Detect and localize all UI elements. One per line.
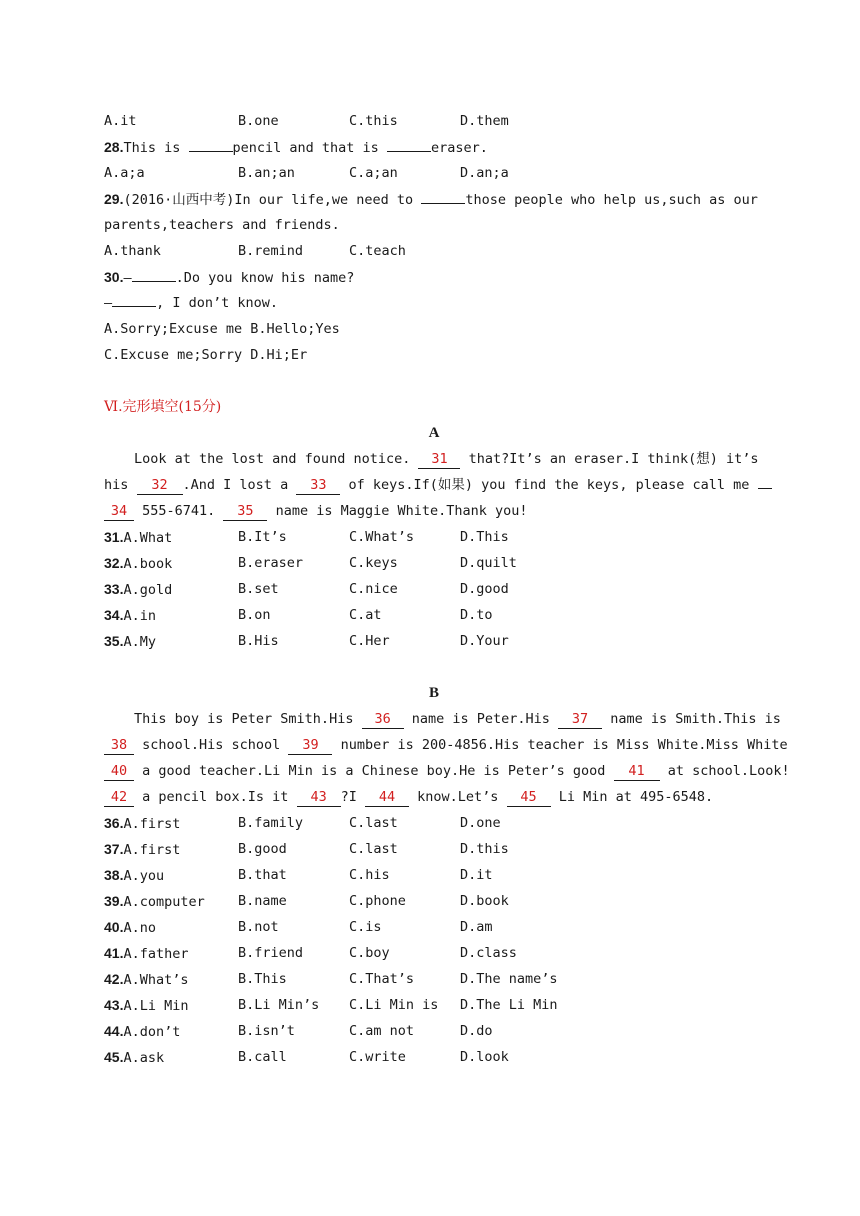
- cloze-blank[interactable]: 41: [614, 762, 660, 781]
- option-b[interactable]: B.name: [238, 893, 287, 909]
- cloze-blank[interactable]: 39: [288, 736, 332, 755]
- option-c: C.teach: [349, 243, 406, 259]
- passage-a-line3: [104, 498, 764, 524]
- passage-text: Look at the lost and found notice.: [134, 451, 411, 467]
- passage-text: a good teacher.Li Min is a Chinese boy.He is Peter’s good: [142, 763, 606, 779]
- q30-options-line1: A.Sorry;Excuse me B.Hello;Yes: [104, 321, 340, 337]
- option-d[interactable]: D.one: [460, 815, 501, 831]
- cloze-blank[interactable]: 34: [104, 502, 134, 521]
- passage-b-questions: [104, 810, 764, 1070]
- q29-options: [104, 238, 764, 264]
- question-30-line2: [104, 290, 764, 316]
- option-b[interactable]: B.Li Min’s: [238, 997, 320, 1013]
- option-c[interactable]: C.What’s: [349, 529, 415, 545]
- passage-a-line2: [104, 472, 764, 498]
- passage-text: at school.Look!: [667, 763, 790, 779]
- answer-blank[interactable]: [387, 137, 431, 152]
- option-b[interactable]: B.set: [238, 581, 279, 597]
- option-d[interactable]: D.The name’s: [460, 971, 558, 987]
- cloze-blank[interactable]: 40: [104, 762, 134, 781]
- option-c[interactable]: C.nice: [349, 581, 398, 597]
- question-number: 30.: [104, 269, 124, 285]
- passage-text: 555-6741.: [142, 503, 216, 519]
- question-29-line2: parents,teachers and friends.: [104, 217, 340, 233]
- dialogue-dash: —: [123, 270, 132, 286]
- answer-blank[interactable]: [189, 137, 233, 152]
- question-28: [104, 134, 764, 160]
- question-number: 37.: [104, 841, 124, 857]
- option-b[interactable]: B.call: [238, 1049, 287, 1065]
- question-number: 42.: [104, 971, 124, 987]
- option-c[interactable]: C.Li Min is: [349, 997, 439, 1013]
- option-b[interactable]: B.family: [238, 815, 304, 831]
- passage-text: name is Smith.This is: [610, 711, 781, 727]
- worksheet-page: [104, 108, 790, 1070]
- passage-a-line1: [104, 446, 764, 472]
- option-c[interactable]: C.is: [349, 919, 382, 935]
- option-b: B.remind: [238, 243, 304, 259]
- option-b: B.one: [238, 113, 279, 129]
- answer-blank[interactable]: [421, 189, 465, 204]
- answer-blank[interactable]: [132, 267, 176, 282]
- passage-text: Li Min at 495-6548.: [558, 789, 714, 805]
- cloze-blank[interactable]: 44: [365, 788, 409, 807]
- question-row: [104, 888, 764, 914]
- option-d[interactable]: D.Your: [460, 633, 509, 649]
- cloze-blank[interactable]: 33: [296, 476, 340, 495]
- option-b[interactable]: B.This: [238, 971, 287, 987]
- question-number-cell: [104, 602, 238, 628]
- question-text: .Do you know his name?: [175, 270, 355, 286]
- option-b: B.an;an: [238, 165, 295, 181]
- option-d[interactable]: D.quilt: [460, 555, 517, 571]
- question-number: 45.: [104, 1049, 124, 1065]
- passage-b-heading: B: [428, 685, 439, 701]
- section-title: [104, 394, 764, 420]
- passage-text: know.Let’s: [417, 789, 499, 805]
- question-row: [104, 524, 764, 550]
- option-a[interactable]: A.My: [123, 634, 156, 650]
- cloze-blank[interactable]: 42: [104, 788, 134, 807]
- option-a[interactable]: A.computer: [123, 894, 205, 910]
- option-c[interactable]: C.phone: [349, 893, 406, 909]
- option-a[interactable]: A.don’t: [123, 1024, 181, 1040]
- question-number: 44.: [104, 1023, 124, 1039]
- passage-text: name is Maggie White.Thank you!: [275, 503, 528, 519]
- option-d: D.them: [460, 113, 509, 129]
- q27-options: [104, 108, 764, 134]
- option-b[interactable]: B.His: [238, 633, 279, 649]
- option-a[interactable]: A.no: [123, 920, 156, 936]
- option-b[interactable]: B.that: [238, 867, 287, 883]
- option-b[interactable]: B.friend: [238, 945, 304, 961]
- answer-blank[interactable]: [112, 292, 156, 307]
- option-a[interactable]: A.ask: [123, 1050, 165, 1066]
- passage-text: that?It’s an eraser.I think(想) it’s: [468, 451, 759, 467]
- option-a[interactable]: A.gold: [123, 582, 173, 598]
- question-text: eraser.: [430, 140, 488, 156]
- q30-options-line2: C.Excuse me;Sorry D.Hi;Er: [104, 347, 308, 363]
- option-d[interactable]: D.class: [460, 945, 517, 961]
- question-text: those people who help us,such as our: [465, 192, 758, 208]
- question-number: 43.: [104, 997, 124, 1013]
- passage-text: .And I lost a: [182, 477, 289, 493]
- passage-text: school.His school: [142, 737, 281, 753]
- question-number-cell: [104, 628, 238, 654]
- cloze-blank[interactable]: 37: [558, 710, 602, 729]
- option-b[interactable]: B.It’s: [238, 529, 287, 545]
- option-b[interactable]: B.isn’t: [238, 1023, 295, 1039]
- option-a[interactable]: A.What’s: [123, 972, 189, 988]
- option-c[interactable]: C.boy: [349, 945, 390, 961]
- option-b[interactable]: B.good: [238, 841, 287, 857]
- passage-text: name is Peter.His: [411, 711, 550, 727]
- question-number-cell: [104, 1018, 238, 1044]
- option-d[interactable]: D.this: [460, 841, 509, 857]
- option-b[interactable]: B.eraser: [238, 555, 304, 571]
- question-row: [104, 836, 764, 862]
- option-a: A.it: [104, 113, 137, 129]
- question-number-cell: [104, 550, 238, 576]
- option-d[interactable]: D.good: [460, 581, 509, 597]
- question-text: , I don’t know.: [156, 295, 279, 311]
- option-a[interactable]: A.in: [123, 608, 156, 624]
- passage-text: ?I: [340, 789, 357, 805]
- option-c[interactable]: C.Her: [349, 633, 390, 649]
- option-c[interactable]: C.write: [349, 1049, 406, 1065]
- cloze-blank[interactable]: 35: [223, 502, 267, 521]
- cloze-blank[interactable]: 45: [507, 788, 551, 807]
- option-a: A.a;a: [104, 165, 145, 181]
- option-d[interactable]: D.to: [460, 607, 493, 623]
- passage-text: his: [104, 477, 129, 493]
- option-c[interactable]: C.am not: [349, 1023, 415, 1039]
- question-text: (2016·山西中考)In our life,we need to: [123, 192, 422, 208]
- question-number-cell: [104, 576, 238, 602]
- question-number-cell: [104, 914, 238, 940]
- option-d[interactable]: D.look: [460, 1049, 509, 1065]
- question-row: [104, 628, 764, 654]
- question-number-cell: [104, 1044, 238, 1070]
- question-number: 31.: [104, 529, 124, 545]
- question-number-cell: [104, 992, 238, 1018]
- section-heading: Ⅵ.完形填空(15分): [104, 399, 222, 415]
- question-row: [104, 810, 764, 836]
- option-a[interactable]: A.you: [123, 868, 165, 884]
- option-d[interactable]: D.book: [460, 893, 509, 909]
- passage-b-line1: [104, 706, 781, 732]
- question-number: 32.: [104, 555, 124, 571]
- question-30: [104, 264, 764, 290]
- option-d: D.an;a: [460, 165, 509, 181]
- option-c[interactable]: C.his: [349, 867, 390, 883]
- option-d[interactable]: D.am: [460, 919, 493, 935]
- option-c[interactable]: C.at: [349, 607, 382, 623]
- question-number-cell: [104, 862, 238, 888]
- cloze-blank[interactable]: 31: [418, 450, 460, 469]
- passage-b-line3: [104, 758, 790, 784]
- dialogue-dash: —: [104, 295, 113, 311]
- cloze-blank[interactable]: 36: [362, 710, 404, 729]
- passage-text: a pencil box.Is it: [142, 789, 289, 805]
- option-a[interactable]: A.Li Min: [123, 998, 189, 1014]
- option-d[interactable]: D.do: [460, 1023, 493, 1039]
- option-a: A.thank: [104, 243, 161, 259]
- option-a[interactable]: A.first: [123, 816, 181, 832]
- question-row: [104, 1044, 764, 1070]
- question-29: [104, 186, 764, 212]
- question-number-cell: [104, 810, 238, 836]
- option-c[interactable]: C.last: [349, 815, 398, 831]
- question-number-cell: [104, 836, 238, 862]
- question-number-cell: [104, 966, 238, 992]
- option-d[interactable]: D.it: [460, 867, 493, 883]
- option-a[interactable]: A.book: [123, 556, 173, 572]
- question-row: [104, 940, 764, 966]
- passage-text: This boy is Peter Smith.His: [134, 711, 354, 727]
- question-number: 41.: [104, 945, 124, 961]
- cloze-blank[interactable]: 43: [297, 788, 341, 807]
- cloze-blank[interactable]: 38: [104, 736, 134, 755]
- question-number: 34.: [104, 607, 124, 623]
- option-c[interactable]: C.last: [349, 841, 398, 857]
- q28-options: [104, 160, 764, 186]
- option-c: C.this: [349, 113, 398, 129]
- question-row: [104, 862, 764, 888]
- question-number-cell: [104, 524, 238, 550]
- option-c[interactable]: C.keys: [349, 555, 398, 571]
- passage-a-heading: A: [428, 425, 440, 441]
- option-c[interactable]: C.That’s: [349, 971, 415, 987]
- option-d[interactable]: D.This: [460, 529, 509, 545]
- question-number: 40.: [104, 919, 124, 935]
- question-row: [104, 1018, 764, 1044]
- passage-text: number is 200-4856.His teacher is Miss White.Miss White: [340, 737, 788, 753]
- cloze-blank[interactable]: 32: [137, 476, 183, 495]
- option-a[interactable]: A.first: [123, 842, 181, 858]
- option-a[interactable]: A.What: [123, 530, 173, 546]
- passage-text: of keys.If(如果) you find the keys, please call me: [348, 477, 750, 493]
- option-b[interactable]: B.not: [238, 919, 279, 935]
- question-text: pencil and that is: [232, 140, 387, 156]
- question-row: [104, 914, 764, 940]
- question-number: 36.: [104, 815, 124, 831]
- answer-blank[interactable]: [758, 474, 772, 489]
- question-row: [104, 576, 764, 602]
- question-number: 38.: [104, 867, 124, 883]
- option-c: C.a;an: [349, 165, 398, 181]
- question-text: This is: [123, 140, 189, 156]
- question-number-cell: [104, 888, 238, 914]
- question-number: 29.: [104, 191, 124, 207]
- question-number: 39.: [104, 893, 124, 909]
- question-row: [104, 550, 764, 576]
- option-d[interactable]: D.The Li Min: [460, 997, 558, 1013]
- option-a[interactable]: A.father: [123, 946, 189, 962]
- passage-b-line4: [104, 784, 764, 810]
- question-number: 28.: [104, 139, 124, 155]
- spacer: [104, 654, 764, 680]
- passage-b-line2: [104, 732, 788, 758]
- question-row: [104, 992, 764, 1018]
- question-number: 33.: [104, 581, 124, 597]
- option-b[interactable]: B.on: [238, 607, 271, 623]
- question-row: [104, 602, 764, 628]
- passage-a-questions: [104, 524, 764, 654]
- question-row: [104, 966, 764, 992]
- question-number-cell: [104, 940, 238, 966]
- question-number: 35.: [104, 633, 124, 649]
